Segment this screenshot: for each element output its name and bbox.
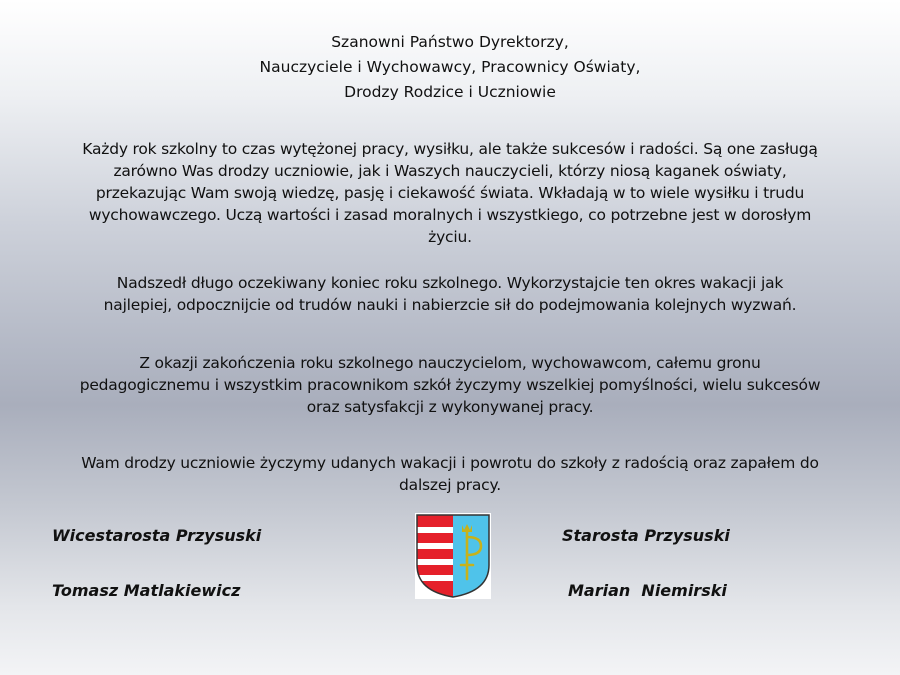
paragraph-line: pedagogicznemu i wszystkim pracownikom szkół życzymy wszelkiej pomyślności, wielu sukcesów (79, 376, 821, 394)
greeting (0, 30, 900, 105)
paragraph-line: wychowawczego. Uczą wartości i zasad moralnych i wszystkiego, co potrzebne jest w dorosłym (88, 206, 812, 224)
vice-starost-title: Wicestarosta Przysuski (52, 526, 262, 545)
greeting-line-1: Szanowni Państwo Dyrektorzy, (331, 33, 569, 51)
paragraph-3 (0, 352, 900, 418)
paragraph-1 (0, 138, 900, 248)
paragraph-line: Wam drodzy uczniowie życzymy udanych wakacji i powrotu do szkoły z radością oraz zapałem do (81, 454, 819, 472)
paragraph-4 (0, 452, 900, 496)
vice-starost-name: Tomasz Matlakiewicz (52, 581, 241, 600)
paragraph-line: Z okazji zakończenia roku szkolnego nauczycielom, wychowawcom, całemu gronu (139, 354, 761, 372)
paragraph-line: życiu. (428, 228, 472, 246)
paragraph-line: Każdy rok szkolny to czas wytężonej pracy, wysiłku, ale także sukcesów i radości. Są one zasługą (82, 140, 818, 158)
greeting-line-2: Nauczyciele i Wychowawcy, Pracownicy Oświaty, (259, 58, 641, 76)
paragraph-line: zarówno Was drodzy uczniowie, jak i Waszych nauczycieli, którzy niosą kaganek oświaty, (113, 162, 787, 180)
paragraph-line: przekazując Wam swoją wiedzę, pasję i ciekawość świata. Wkładają w to wiele wysiłku i trudu (95, 184, 805, 202)
starost-title: Starosta Przysuski (562, 526, 730, 545)
greeting-line-3: Drodzy Rodzice i Uczniowie (344, 83, 556, 101)
paragraph-line: najlepiej, odpocznijcie od trudów nauki i nabierzcie sił do podejmowania kolejnych wyzwań. (103, 296, 797, 314)
paragraph-line: Nadszedł długo oczekiwany koniec roku szkolnego. Wykorzystajcie ten okres wakacji jak (116, 274, 784, 292)
paragraph-line: oraz satysfakcji z wykonywanej pracy. (306, 398, 594, 416)
coat-of-arms-icon (415, 513, 491, 599)
paragraph-line: dalszej pracy. (399, 476, 501, 494)
paragraph-2 (0, 272, 900, 316)
starost-name: Marian Niemirski (568, 581, 727, 600)
